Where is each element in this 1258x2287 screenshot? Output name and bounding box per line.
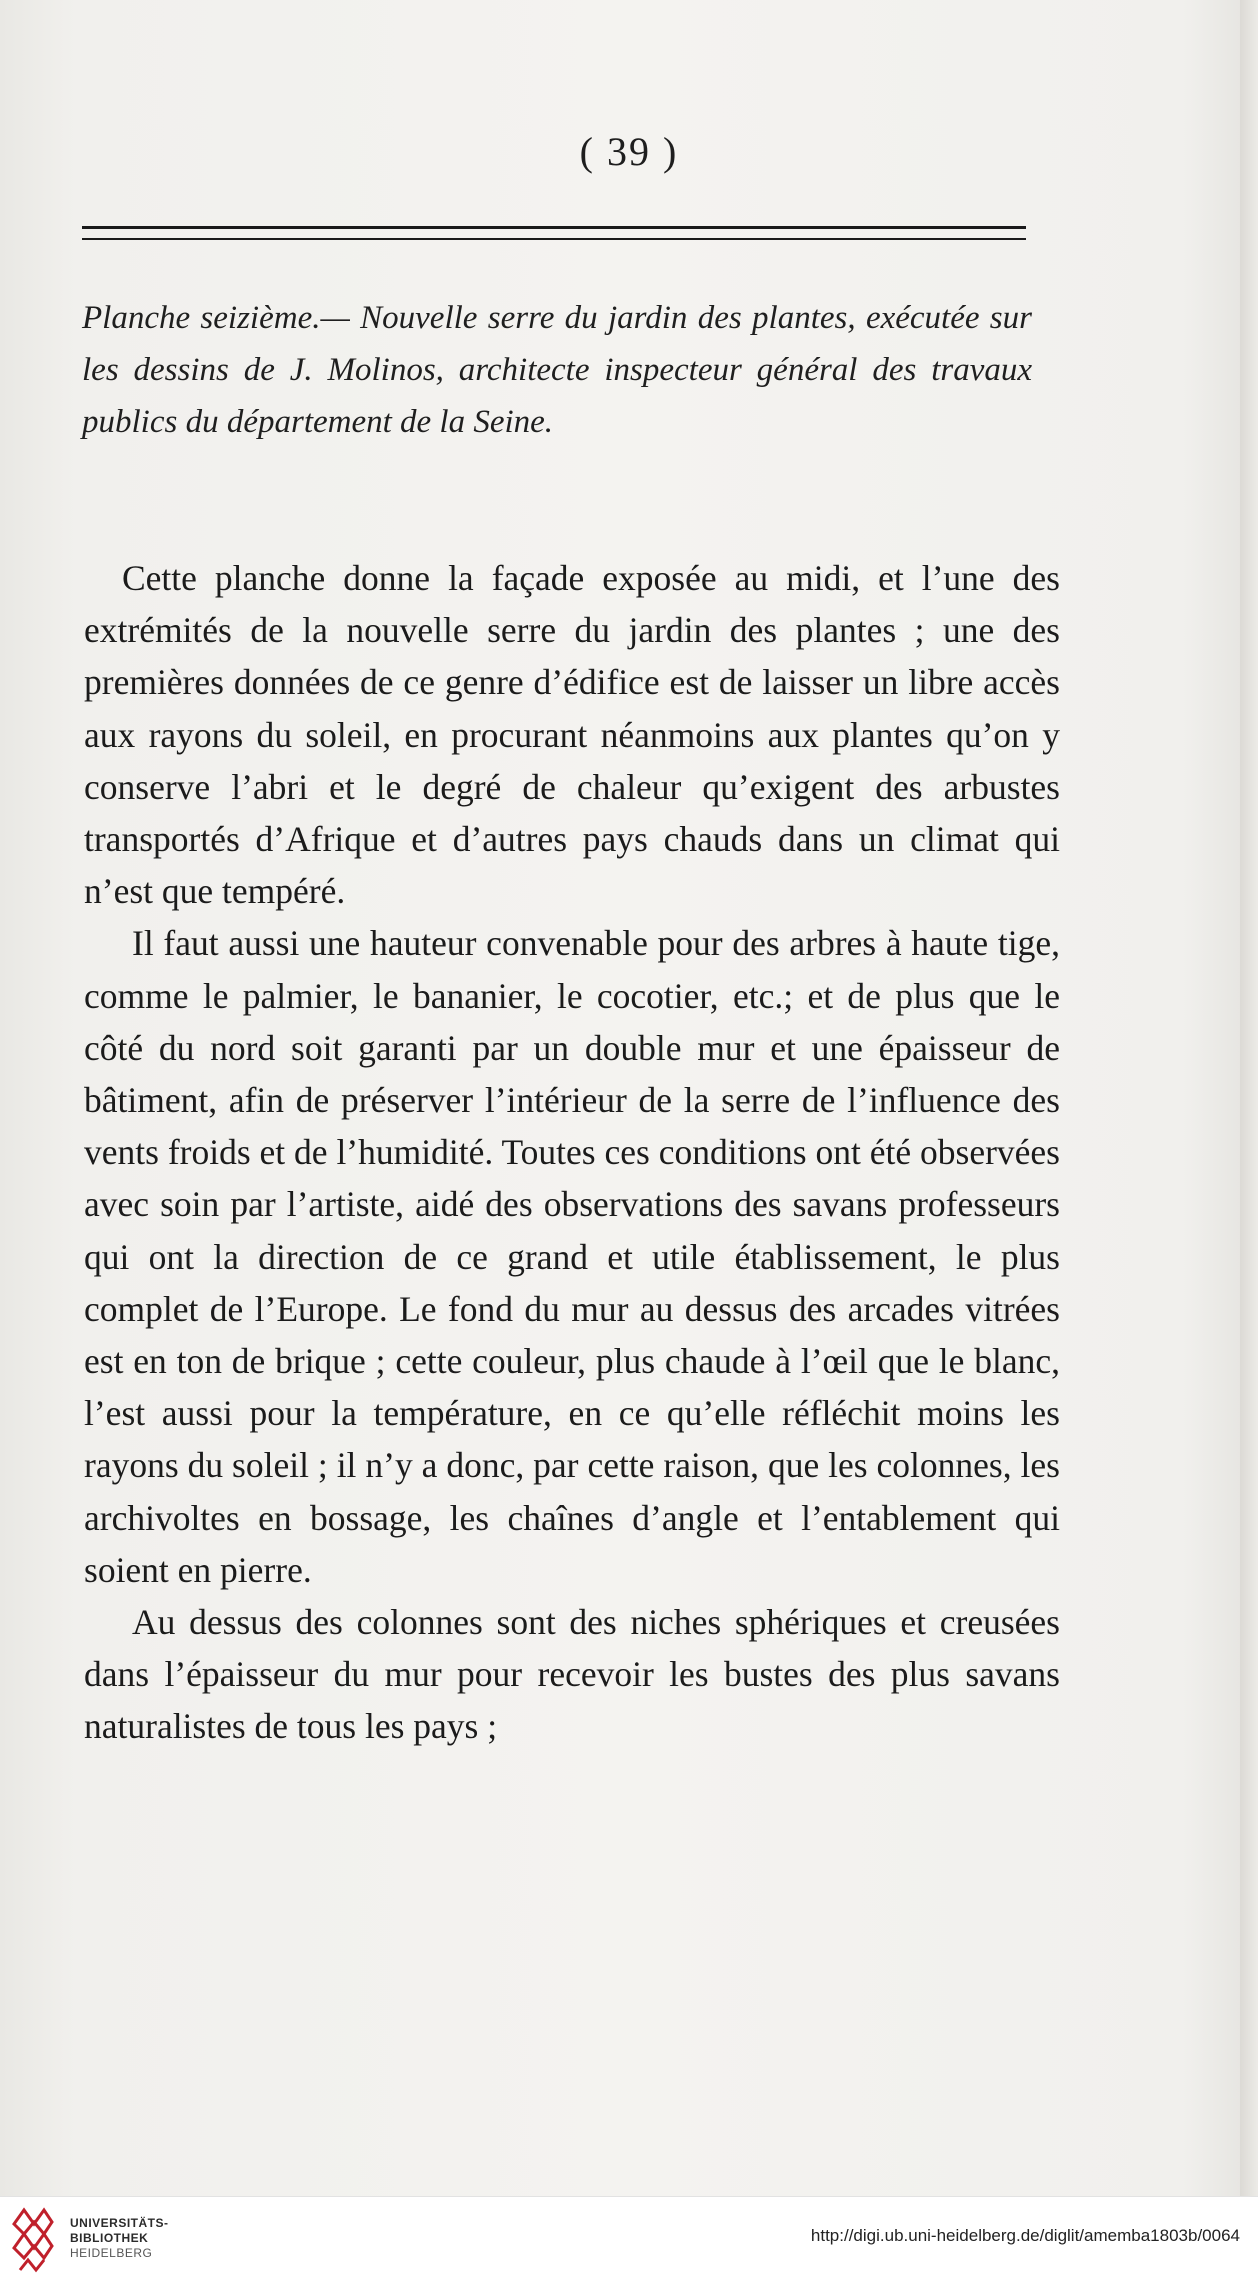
paragraph-2: Il faut aussi une hauteur convenable pour des arbres à haute tige, comme le palmier, le bananier, le cocotier, etc.; et de plus que le côté du nord soit garanti par un double mur et une épaisseur de bâtiment, afin de préserver l’intérieur de la serre de l’influence des vents froids et de l’humidité. Toutes ces conditions ont été observées avec soin par l’artiste, aidé des observations des savans professeurs qui ont la direction de ce grand et utile établissement, le plus complet de l’Europe. Le fond du mur au dessus des arcades vitrées est en ton de brique ; cette couleur, plus chaude à l’œil que le blanc, l’est aussi pour la température, en ce qu’elle réfléchit moins les rayons du soleil ; il n’y a donc, par cette raison, que les colonnes, les archivoltes en bossage, les chaînes d’angle et l’entablement qui soient en pierre. [84, 923, 1060, 1590]
paragraph-3: Au dessus des colonnes sont des niches sphériques et creusées dans l’épaisseur du mur pour recevoir les bustes des plus savans naturalistes de tous les pays ; [84, 1602, 1060, 1747]
library-name [70, 2216, 169, 2261]
library-name-line-2: BIBLIOTHEK [70, 2231, 149, 2245]
source-url-link[interactable]: http://digi.ub.uni-heidelberg.de/diglit/amemba1803b/0064 [810, 2226, 1240, 2245]
library-name-line-1: UNIVERSITÄTS- [70, 2216, 169, 2230]
library-name-line-3: HEIDELBERG [70, 2246, 153, 2260]
plate-heading [82, 292, 1032, 448]
heidelberg-library-logo-icon [10, 2204, 56, 2276]
page-edge [1240, 0, 1258, 2196]
plate-heading-rest: — Nouvelle serre du jardin des plantes, exécutée sur les dessins de J. Molinos, architecte inspecteur général des travaux publics du département de la Seine. [82, 300, 1032, 440]
page-number: ( 39 ) [579, 129, 679, 174]
paragraph-1: Cette planche donne la façade exposée au midi, et l’une des extrémités de la nouvelle serre du jardin des plantes ; une des premières données de ce genre d’édifice est de laisser un libre accès aux rayons du soleil, en procurant néanmoins aux plantes qu’on y conserve l’abri et le degré de chaleur qu’exigent des arbustes transportés d’Afrique et d’autres pays chauds dans un climat qui n’est que tempéré. [84, 558, 1060, 912]
plate-heading-lead: Planche seizième. [82, 300, 321, 336]
header-rule-bottom [82, 238, 1026, 240]
body-text [84, 552, 1060, 1753]
header-rule-top [82, 226, 1026, 229]
